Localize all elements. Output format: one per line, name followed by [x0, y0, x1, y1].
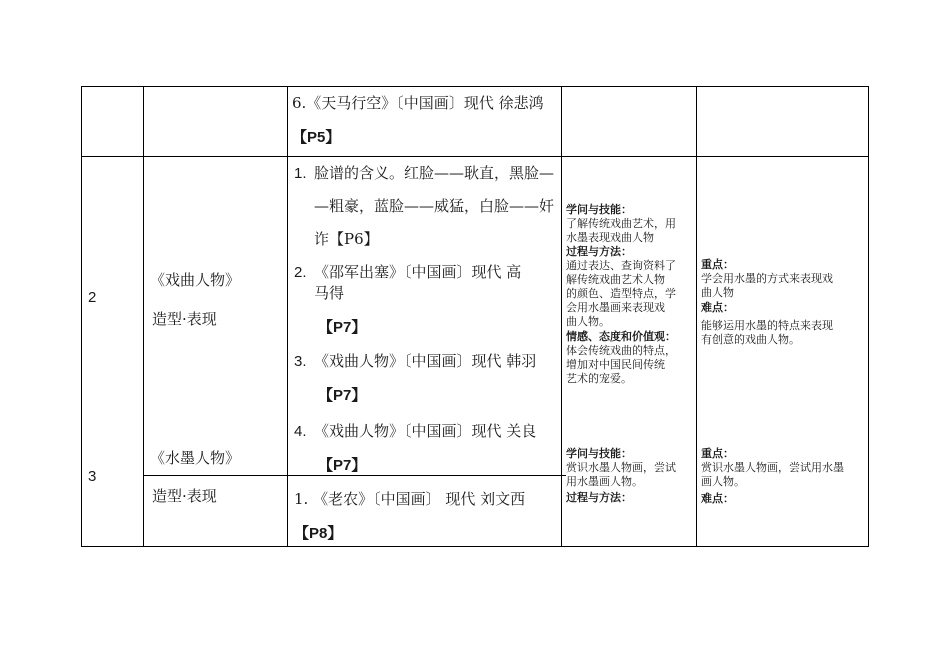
list-item-line: —粗豪，蓝脸——威猛，白脸——奸 — [314, 197, 555, 215]
objective-text: 会用水墨画来表现戏 — [566, 301, 665, 314]
list-item-line: 脸谱的含义。红脸——耿直，黑脸— — [314, 164, 555, 182]
objective-text: 水墨表现戏曲人物 — [566, 231, 654, 244]
row-number: 2 — [88, 289, 97, 306]
column-divider-3 — [561, 86, 562, 547]
lesson-category: 造型·表现 — [152, 310, 217, 328]
objective-label: 情感、态度和价值观： — [566, 330, 676, 343]
content-text: 6.《天马行空》〔中国画〕现代 徐悲鸿 — [292, 94, 544, 112]
table-border-right — [868, 86, 869, 547]
difficult-label: 难点： — [701, 301, 734, 314]
key-label: 重点： — [701, 258, 734, 271]
key-label: 重点： — [701, 447, 734, 460]
list-item-line: 诈【P6】 — [314, 230, 379, 248]
key-text: 曲人物 — [701, 286, 734, 299]
objective-text: 了解传统戏曲艺术，用 — [566, 217, 676, 230]
objective-text: 曲人物。 — [566, 315, 610, 328]
page-ref: 【P8】 — [294, 525, 343, 542]
list-item-number: 4. — [294, 423, 307, 440]
row-divider-partial — [143, 475, 566, 476]
lesson-title: 《戏曲人物》 — [150, 271, 241, 289]
key-text: 学会用水墨的方式来表现戏 — [701, 272, 833, 285]
page-ref: 【P7】 — [318, 319, 367, 336]
column-divider-2 — [287, 86, 288, 547]
list-item-line: 《戏曲人物》〔中国画〕现代 关良 — [314, 422, 537, 440]
list-item-line: 马得 — [314, 284, 345, 302]
table-border-left — [81, 86, 82, 547]
list-item-line: 《戏曲人物》〔中国画〕现代 韩羽 — [314, 352, 537, 370]
column-divider-1 — [143, 86, 144, 547]
objective-text: 增加对中国民间传统 — [566, 358, 665, 371]
table-border-bottom — [81, 546, 869, 547]
lesson-category: 造型·表现 — [152, 487, 217, 505]
objective-text: 艺术的宠爱。 — [566, 372, 632, 385]
key-text: 赏识水墨人物画，尝试用水墨 — [701, 461, 844, 474]
list-item-number: 1. — [294, 165, 307, 182]
lesson-title: 《水墨人物》 — [150, 449, 241, 467]
objective-text: 通过表达、查询资料了 — [566, 259, 676, 272]
list-item-line: 《邵军出塞》〔中国画〕现代 高 — [314, 263, 522, 281]
objective-label: 过程与方法： — [566, 491, 632, 504]
difficult-text: 有创意的戏曲人物。 — [701, 333, 800, 346]
objective-label: 过程与方法： — [566, 245, 632, 258]
page-ref: 【P7】 — [318, 457, 367, 474]
list-item-number: 2. — [294, 264, 307, 281]
objective-text: 用水墨画人物。 — [566, 475, 643, 488]
objective-text: 体会传统戏曲的特点， — [566, 344, 676, 357]
difficult-label: 难点： — [701, 492, 734, 505]
objective-label: 学问与技能： — [566, 203, 632, 216]
objective-text: 的颜色、造型特点，学 — [566, 287, 676, 300]
table-border-top — [81, 86, 869, 87]
key-text: 画人物。 — [701, 475, 745, 488]
objective-label: 学问与技能： — [566, 447, 632, 460]
objective-text: 解传统戏曲艺术人物 — [566, 273, 665, 286]
page-ref: 【P7】 — [318, 387, 367, 404]
list-item-number: 3. — [294, 353, 307, 370]
row-divider-1 — [81, 156, 869, 157]
objective-text: 赏识水墨人物画，尝试 — [566, 461, 676, 474]
difficult-text: 能够运用水墨的特点来表现 — [701, 319, 833, 332]
column-divider-4 — [696, 86, 697, 547]
row-number: 3 — [88, 468, 97, 485]
page-ref: 【P5】 — [292, 129, 341, 146]
content-text: 1. 《老农》〔中国画〕 现代 刘文西 — [294, 490, 526, 508]
